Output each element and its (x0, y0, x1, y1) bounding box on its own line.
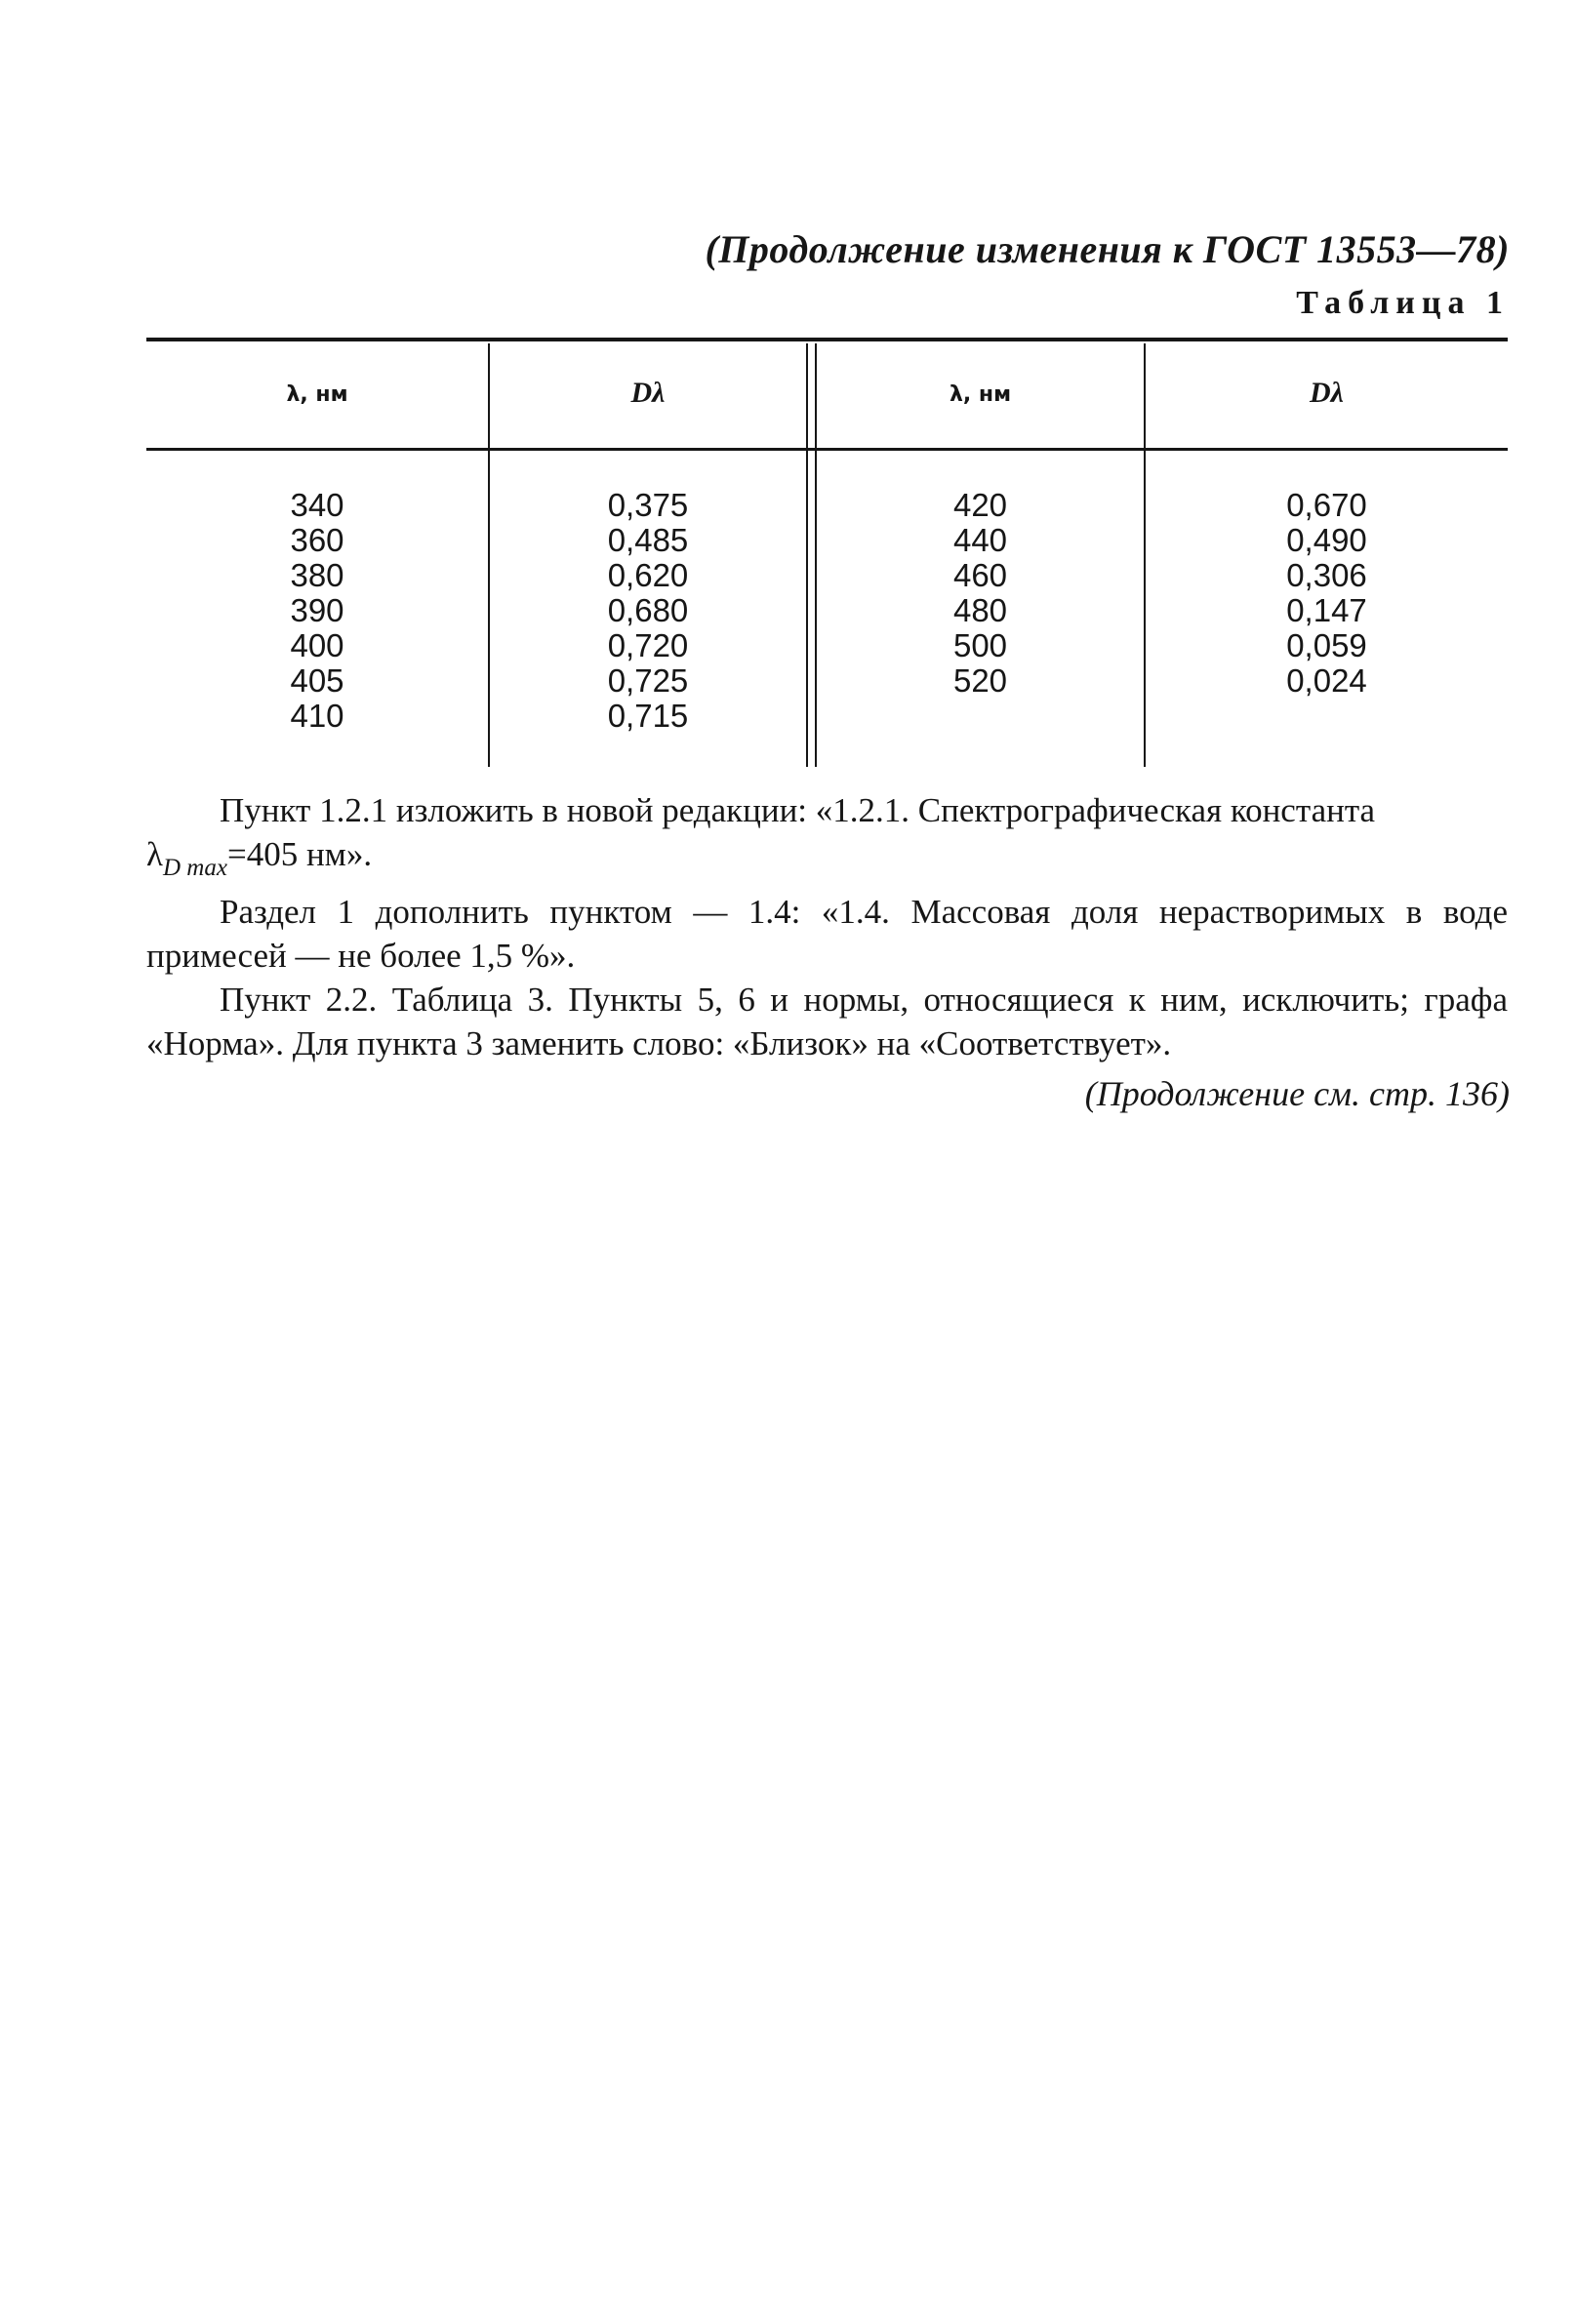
table-cell: 410 (290, 698, 344, 734)
lambda-subscript: D max (162, 855, 227, 881)
table-header-rule (146, 448, 1508, 451)
column-double-divider-left (806, 343, 808, 767)
table-cell: 500 (952, 627, 1008, 663)
header-wavelength-right: λ, нм (949, 382, 1012, 407)
header-density-right: Dλ (1310, 377, 1344, 409)
table-cell: 420 (952, 487, 1008, 523)
table-cell: 520 (952, 662, 1008, 699)
lambda-symbol: λ (146, 835, 163, 873)
continuation-footer: (Продолжение см. стр. 136) (1084, 1074, 1510, 1113)
table-cell: 480 (952, 592, 1008, 628)
amendment-text (146, 788, 1508, 1065)
density-column-right (1146, 488, 1508, 699)
table-cell: 0,375 (607, 487, 689, 523)
paragraph-item-2-2: Пункт 2.2. Таблица 3. Пункты 5, 6 и нормы, относящиеся к ним, исключить; графа «Норма». Для пункта 3 заменить слово: «Близок» на «Соответствует». (146, 981, 1508, 1062)
table-cell: 0,670 (1286, 487, 1367, 523)
table-cell: 340 (290, 487, 344, 523)
table-cell: 440 (952, 522, 1008, 558)
paragraph-section-1-4: Раздел 1 дополнить пунктом — 1.4: «1.4. Массовая доля нерастворимых в воде примесей — не более 1,5 %». (146, 893, 1508, 975)
table-cell: 0,680 (607, 592, 689, 628)
table-cell: 0,024 (1286, 662, 1367, 699)
table-top-rule (146, 338, 1508, 341)
table-caption: Таблица 1 (1296, 285, 1510, 321)
wavelength-column-right (817, 488, 1144, 699)
continuation-header: (Продолжение изменения к ГОСТ 13553—78) (705, 227, 1510, 271)
table-cell: 0,485 (607, 522, 689, 558)
table-cell: 400 (290, 627, 344, 663)
table-cell: 0,620 (607, 557, 689, 593)
table-cell: 380 (290, 557, 344, 593)
header-density-left: Dλ (630, 377, 666, 409)
table-cell: 0,715 (607, 698, 689, 734)
table-cell: 0,490 (1286, 522, 1367, 558)
density-column-left (490, 488, 806, 734)
paragraph-text: Пункт 1.2.1 изложить в новой редакции: «1.2.1. Спектрографическая константа (220, 791, 1376, 829)
paragraph-item-1-2-1 (146, 788, 1508, 832)
table-cell: 460 (952, 557, 1008, 593)
table-cell: 0,059 (1286, 627, 1367, 663)
table-cell: 0,720 (607, 627, 689, 663)
table-cell: 0,725 (607, 662, 689, 699)
wavelength-column-left (146, 488, 488, 734)
table-cell: 360 (290, 522, 344, 558)
table-cell: 0,306 (1286, 557, 1367, 593)
formula-value: =405 нм». (226, 835, 373, 873)
table-cell: 0,147 (1286, 592, 1367, 628)
header-wavelength-left: λ, нм (286, 382, 348, 407)
table-cell: 390 (290, 592, 344, 628)
table-cell: 405 (290, 662, 344, 699)
formula-line (146, 832, 1508, 890)
